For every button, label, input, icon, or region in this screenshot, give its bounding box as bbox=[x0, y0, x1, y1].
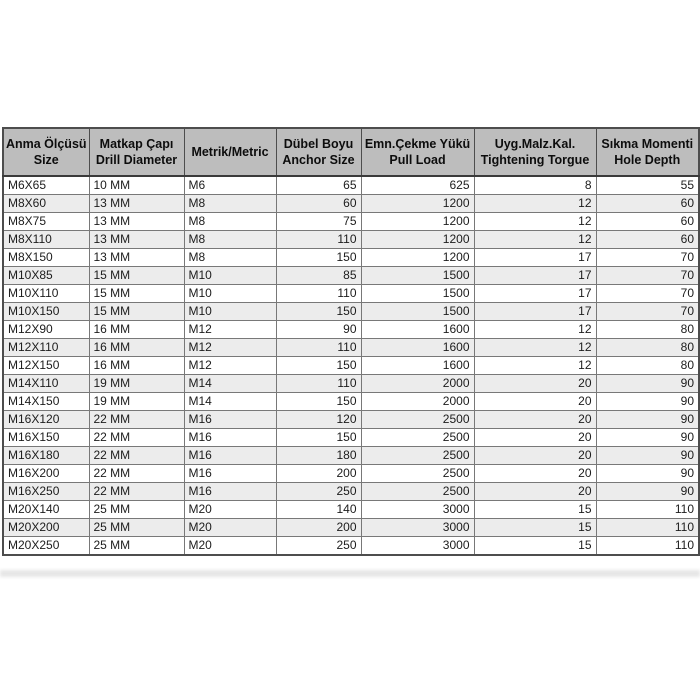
cell-drill-diameter: 19 MM bbox=[89, 375, 184, 393]
table-row bbox=[3, 375, 699, 393]
cell-drill-diameter: 15 MM bbox=[89, 285, 184, 303]
cell-size: M10X110 bbox=[3, 285, 89, 303]
header-line2: Hole Depth bbox=[614, 153, 681, 167]
cell-tightening-torque: 17 bbox=[474, 303, 596, 321]
table-body bbox=[3, 176, 699, 555]
cell-tightening-torque: 12 bbox=[474, 231, 596, 249]
cell-anchor-size: 150 bbox=[276, 429, 361, 447]
cell-drill-diameter: 25 MM bbox=[89, 519, 184, 537]
cell-drill-diameter: 15 MM bbox=[89, 267, 184, 285]
cell-tightening-torque: 8 bbox=[474, 176, 596, 195]
cell-hole-depth: 110 bbox=[596, 501, 699, 519]
cell-anchor-size: 180 bbox=[276, 447, 361, 465]
cell-tightening-torque: 20 bbox=[474, 411, 596, 429]
cell-tightening-torque: 12 bbox=[474, 357, 596, 375]
header-cell-metric bbox=[184, 128, 276, 176]
table-row bbox=[3, 501, 699, 519]
table-row bbox=[3, 195, 699, 213]
cell-pull-load: 1600 bbox=[361, 321, 474, 339]
header-cell-drill-diameter bbox=[89, 128, 184, 176]
header-line1: Emn.Çekme Yükü bbox=[364, 136, 471, 151]
cell-hole-depth: 70 bbox=[596, 267, 699, 285]
table-row bbox=[3, 393, 699, 411]
cell-metric: M14 bbox=[184, 375, 276, 393]
cell-tightening-torque: 12 bbox=[474, 213, 596, 231]
cell-metric: M16 bbox=[184, 465, 276, 483]
header-line2: Drill Diameter bbox=[95, 153, 178, 167]
cell-pull-load: 1200 bbox=[361, 195, 474, 213]
cell-metric: M10 bbox=[184, 303, 276, 321]
cell-anchor-size: 200 bbox=[276, 519, 361, 537]
table-header bbox=[3, 128, 699, 176]
cell-size: M16X120 bbox=[3, 411, 89, 429]
cell-pull-load: 2500 bbox=[361, 447, 474, 465]
header-cell-tightening-torque bbox=[474, 128, 596, 176]
cell-drill-diameter: 15 MM bbox=[89, 303, 184, 321]
cell-hole-depth: 55 bbox=[596, 176, 699, 195]
cell-pull-load: 2000 bbox=[361, 375, 474, 393]
cell-pull-load: 3000 bbox=[361, 519, 474, 537]
cell-anchor-size: 110 bbox=[276, 375, 361, 393]
table-bottom-shadow bbox=[0, 570, 700, 577]
cell-tightening-torque: 20 bbox=[474, 447, 596, 465]
cell-size: M16X200 bbox=[3, 465, 89, 483]
cell-metric: M8 bbox=[184, 249, 276, 267]
cell-hole-depth: 90 bbox=[596, 411, 699, 429]
cell-metric: M12 bbox=[184, 321, 276, 339]
table-row bbox=[3, 465, 699, 483]
cell-size: M8X110 bbox=[3, 231, 89, 249]
cell-size: M8X60 bbox=[3, 195, 89, 213]
cell-tightening-torque: 15 bbox=[474, 519, 596, 537]
cell-pull-load: 625 bbox=[361, 176, 474, 195]
cell-hole-depth: 70 bbox=[596, 303, 699, 321]
cell-pull-load: 1500 bbox=[361, 267, 474, 285]
cell-drill-diameter: 13 MM bbox=[89, 195, 184, 213]
cell-anchor-size: 140 bbox=[276, 501, 361, 519]
cell-size: M20X200 bbox=[3, 519, 89, 537]
header-line2: Size bbox=[33, 153, 59, 167]
cell-size: M12X150 bbox=[3, 357, 89, 375]
cell-size: M20X250 bbox=[3, 537, 89, 556]
cell-drill-diameter: 13 MM bbox=[89, 213, 184, 231]
anchor-spec-table bbox=[2, 127, 700, 556]
cell-size: M16X150 bbox=[3, 429, 89, 447]
cell-pull-load: 2500 bbox=[361, 483, 474, 501]
cell-drill-diameter: 16 MM bbox=[89, 321, 184, 339]
cell-metric: M10 bbox=[184, 267, 276, 285]
cell-tightening-torque: 17 bbox=[474, 285, 596, 303]
cell-pull-load: 1200 bbox=[361, 249, 474, 267]
table-row bbox=[3, 447, 699, 465]
header-cell-size bbox=[3, 128, 89, 176]
cell-size: M16X180 bbox=[3, 447, 89, 465]
cell-anchor-size: 150 bbox=[276, 357, 361, 375]
cell-size: M8X150 bbox=[3, 249, 89, 267]
cell-hole-depth: 90 bbox=[596, 429, 699, 447]
cell-hole-depth: 60 bbox=[596, 231, 699, 249]
cell-anchor-size: 150 bbox=[276, 249, 361, 267]
table-row bbox=[3, 357, 699, 375]
cell-metric: M12 bbox=[184, 357, 276, 375]
cell-size: M6X65 bbox=[3, 176, 89, 195]
cell-pull-load: 1600 bbox=[361, 339, 474, 357]
header-line1: Anma Ölçüsü bbox=[5, 136, 87, 151]
cell-pull-load: 1500 bbox=[361, 285, 474, 303]
cell-pull-load: 2500 bbox=[361, 411, 474, 429]
cell-drill-diameter: 13 MM bbox=[89, 231, 184, 249]
cell-tightening-torque: 17 bbox=[474, 249, 596, 267]
header-row bbox=[3, 128, 699, 176]
cell-pull-load: 1600 bbox=[361, 357, 474, 375]
cell-drill-diameter: 22 MM bbox=[89, 429, 184, 447]
cell-drill-diameter: 13 MM bbox=[89, 249, 184, 267]
cell-anchor-size: 85 bbox=[276, 267, 361, 285]
cell-size: M10X150 bbox=[3, 303, 89, 321]
cell-metric: M8 bbox=[184, 231, 276, 249]
cell-tightening-torque: 20 bbox=[474, 429, 596, 447]
header-cell-anchor-size bbox=[276, 128, 361, 176]
cell-size: M12X110 bbox=[3, 339, 89, 357]
header-cell-hole-depth bbox=[596, 128, 699, 176]
cell-pull-load: 1200 bbox=[361, 213, 474, 231]
table-row bbox=[3, 285, 699, 303]
cell-hole-depth: 90 bbox=[596, 393, 699, 411]
cell-anchor-size: 65 bbox=[276, 176, 361, 195]
table-row bbox=[3, 519, 699, 537]
cell-metric: M16 bbox=[184, 429, 276, 447]
cell-hole-depth: 80 bbox=[596, 339, 699, 357]
cell-pull-load: 3000 bbox=[361, 537, 474, 556]
cell-size: M8X75 bbox=[3, 213, 89, 231]
cell-anchor-size: 110 bbox=[276, 231, 361, 249]
cell-anchor-size: 90 bbox=[276, 321, 361, 339]
header-line1: Matkap Çapı bbox=[99, 136, 174, 151]
anchor-spec-table-wrap bbox=[2, 127, 700, 556]
cell-hole-depth: 80 bbox=[596, 321, 699, 339]
cell-metric: M16 bbox=[184, 447, 276, 465]
cell-drill-diameter: 22 MM bbox=[89, 411, 184, 429]
header-line2: Anchor Size bbox=[282, 153, 355, 167]
header-line1: Uyg.Malz.Kal. bbox=[494, 136, 576, 151]
cell-drill-diameter: 16 MM bbox=[89, 357, 184, 375]
header-line1: Metrik/Metric bbox=[191, 144, 269, 159]
header-line2: Tightening Torgue bbox=[480, 153, 590, 167]
cell-metric: M10 bbox=[184, 285, 276, 303]
cell-anchor-size: 75 bbox=[276, 213, 361, 231]
header-line1: Sıkma Momenti bbox=[601, 136, 694, 151]
table-row bbox=[3, 411, 699, 429]
table-row bbox=[3, 231, 699, 249]
cell-metric: M8 bbox=[184, 195, 276, 213]
cell-hole-depth: 90 bbox=[596, 465, 699, 483]
cell-drill-diameter: 22 MM bbox=[89, 483, 184, 501]
cell-size: M16X250 bbox=[3, 483, 89, 501]
cell-hole-depth: 110 bbox=[596, 537, 699, 556]
cell-tightening-torque: 20 bbox=[474, 465, 596, 483]
cell-size: M14X110 bbox=[3, 375, 89, 393]
cell-hole-depth: 60 bbox=[596, 195, 699, 213]
cell-anchor-size: 150 bbox=[276, 303, 361, 321]
cell-hole-depth: 80 bbox=[596, 357, 699, 375]
header-line1: Dübel Boyu bbox=[283, 136, 354, 151]
cell-drill-diameter: 10 MM bbox=[89, 176, 184, 195]
cell-drill-diameter: 22 MM bbox=[89, 465, 184, 483]
cell-anchor-size: 250 bbox=[276, 537, 361, 556]
cell-drill-diameter: 25 MM bbox=[89, 501, 184, 519]
cell-size: M14X150 bbox=[3, 393, 89, 411]
cell-metric: M12 bbox=[184, 339, 276, 357]
cell-metric: M16 bbox=[184, 483, 276, 501]
cell-pull-load: 1200 bbox=[361, 231, 474, 249]
cell-drill-diameter: 16 MM bbox=[89, 339, 184, 357]
cell-tightening-torque: 20 bbox=[474, 393, 596, 411]
table-row bbox=[3, 213, 699, 231]
cell-pull-load: 2000 bbox=[361, 393, 474, 411]
cell-tightening-torque: 17 bbox=[474, 267, 596, 285]
table-row bbox=[3, 339, 699, 357]
cell-metric: M20 bbox=[184, 501, 276, 519]
cell-metric: M20 bbox=[184, 537, 276, 556]
cell-tightening-torque: 15 bbox=[474, 501, 596, 519]
header-cell-pull-load bbox=[361, 128, 474, 176]
cell-size: M20X140 bbox=[3, 501, 89, 519]
table-row bbox=[3, 537, 699, 556]
cell-pull-load: 2500 bbox=[361, 429, 474, 447]
cell-anchor-size: 110 bbox=[276, 285, 361, 303]
cell-pull-load: 2500 bbox=[361, 465, 474, 483]
cell-hole-depth: 60 bbox=[596, 213, 699, 231]
cell-hole-depth: 90 bbox=[596, 375, 699, 393]
cell-pull-load: 3000 bbox=[361, 501, 474, 519]
cell-tightening-torque: 12 bbox=[474, 321, 596, 339]
cell-drill-diameter: 22 MM bbox=[89, 447, 184, 465]
cell-pull-load: 1500 bbox=[361, 303, 474, 321]
cell-anchor-size: 250 bbox=[276, 483, 361, 501]
table-row bbox=[3, 267, 699, 285]
cell-metric: M16 bbox=[184, 411, 276, 429]
cell-metric: M6 bbox=[184, 176, 276, 195]
cell-anchor-size: 110 bbox=[276, 339, 361, 357]
table-row bbox=[3, 249, 699, 267]
cell-hole-depth: 70 bbox=[596, 285, 699, 303]
header-line2: Pull Load bbox=[389, 153, 446, 167]
cell-anchor-size: 120 bbox=[276, 411, 361, 429]
cell-tightening-torque: 20 bbox=[474, 375, 596, 393]
cell-anchor-size: 60 bbox=[276, 195, 361, 213]
cell-tightening-torque: 12 bbox=[474, 195, 596, 213]
cell-anchor-size: 200 bbox=[276, 465, 361, 483]
cell-size: M12X90 bbox=[3, 321, 89, 339]
cell-tightening-torque: 20 bbox=[474, 483, 596, 501]
cell-hole-depth: 110 bbox=[596, 519, 699, 537]
cell-tightening-torque: 12 bbox=[474, 339, 596, 357]
cell-metric: M14 bbox=[184, 393, 276, 411]
cell-size: M10X85 bbox=[3, 267, 89, 285]
cell-drill-diameter: 25 MM bbox=[89, 537, 184, 556]
table-row bbox=[3, 176, 699, 195]
cell-tightening-torque: 15 bbox=[474, 537, 596, 556]
cell-metric: M20 bbox=[184, 519, 276, 537]
table-row bbox=[3, 303, 699, 321]
table-row bbox=[3, 429, 699, 447]
cell-hole-depth: 90 bbox=[596, 447, 699, 465]
table-row bbox=[3, 483, 699, 501]
table-row bbox=[3, 321, 699, 339]
cell-anchor-size: 150 bbox=[276, 393, 361, 411]
cell-drill-diameter: 19 MM bbox=[89, 393, 184, 411]
cell-metric: M8 bbox=[184, 213, 276, 231]
cell-hole-depth: 70 bbox=[596, 249, 699, 267]
cell-hole-depth: 90 bbox=[596, 483, 699, 501]
